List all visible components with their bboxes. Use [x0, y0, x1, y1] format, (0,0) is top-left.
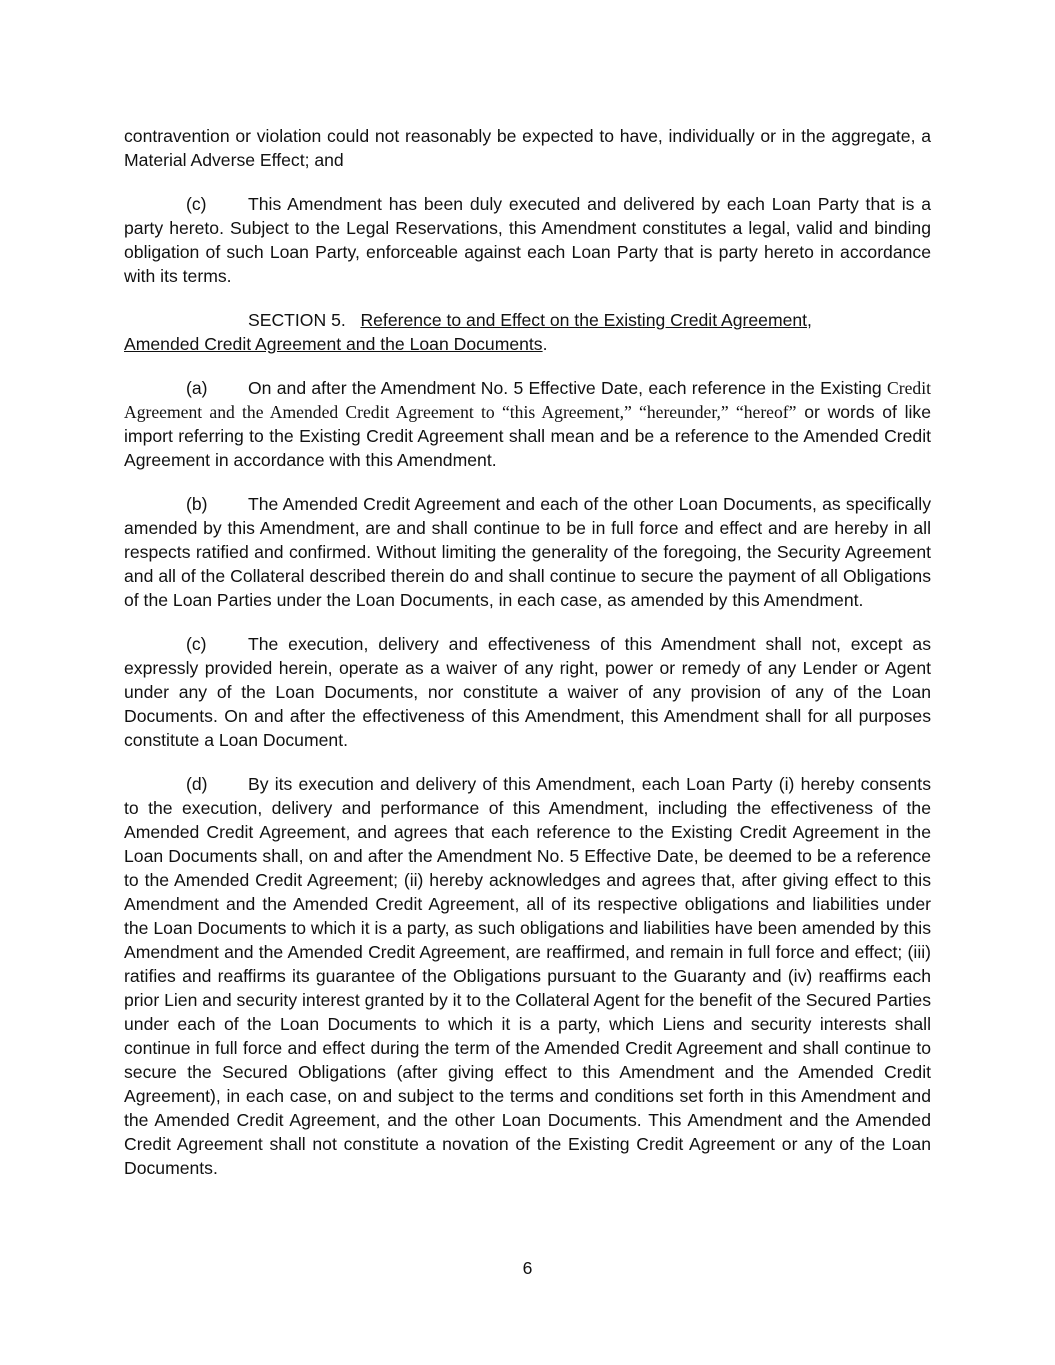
paragraph-text: This Amendment has been duly executed and delivered by each Loan Party that is a party hereto. Subject to the Legal Reservations, this Amendment constitutes a legal, valid and binding obligation of such Loan Party, enforceable against each Loan Party that is party hereto in accordance with its terms. [124, 194, 931, 286]
paragraph-text: The execution, delivery and effectiveness of this Amendment shall not, except as expressly provided herein, operate as a waiver of any right, power or remedy of any Lender or Agent under any of the Loan Documents, nor constitute a waiver of any provision of any of the Loan Documents. On and after the effectiveness of this Amendment, this Amendment shall for all purposes constitute a Loan Document. [124, 634, 931, 750]
document-page [124, 124, 931, 1200]
paragraph-label: (d) [186, 774, 208, 794]
page-number: 6 [522, 1258, 533, 1278]
paragraph-text-end: or words of like import referring to the Existing Credit Agreement shall mean and be a reference to the Amended Credit Agreement in accordance with this Amendment. [124, 402, 932, 470]
paragraph-5c [124, 632, 931, 752]
paragraph-label: (c) [186, 194, 207, 214]
paragraph-label: (a) [186, 378, 208, 398]
paragraph-5a [124, 376, 931, 472]
section-number: SECTION 5. [248, 310, 346, 330]
paragraph-label: (b) [186, 494, 208, 514]
paragraph-text-start: On and after the Amendment No. 5 Effective Date, each reference in the Existing [248, 378, 882, 398]
paragraph-label: (c) [186, 634, 207, 654]
paragraph-4c [124, 192, 931, 288]
section-title-end: . [542, 334, 548, 354]
paragraph-5b [124, 492, 931, 612]
section-title-line2: Amended Credit Agreement and the Loan Documents [124, 334, 543, 354]
paragraph-text-serif: Credit Agreement and the Amended Credit Agreement to “this Agreement,” “hereunder,” “hereof” [124, 378, 931, 422]
section-title-line1: Reference to and Effect on the Existing Credit Agreement, [360, 310, 812, 330]
paragraph-text: By its execution and delivery of this Amendment, each Loan Party (i) hereby consents to the execution, delivery and performance of this Amendment, including the effectiveness of the Amended Credit Agreement, and agrees that each reference to the Existing Credit Agreement in the Loan Documents shall, on and after the Amendment No. 5 Effective Date, be deemed to be a reference to the Amended Credit Agreement; (ii) hereby acknowledges and agrees that, after giving effect to this Amendment and the Amended Credit Agreement, all of its respective obligations and liabilities under the Loan Documents to which it is a party, as such obligations and liabilities have been amended by this Amendment and the Amended Credit Agreement, are reaffirmed, and remain in full force and effect; (iii) ratifies and reaffirms its guarantee of the Obligations pursuant to the Guaranty and (iv) reaffirms each prior Lien and security interest granted by it to the Collateral Agent for the benefit of the Secured Parties under each of the Loan Documents to which it is a party, which Liens and security interests shall continue in full force and effect during the term of the Amended Credit Agreement and shall continue to secure the Secured Obligations (after giving effect to this Amendment and the Amended Credit Agreement), in each case, on and subject to the terms and conditions set forth in this Amendment and the Amended Credit Agreement, and the other Loan Documents. This Amendment and the Amended Credit Agreement shall not constitute a novation of the Existing Credit Agreement or any of the Loan Documents. [124, 774, 931, 1178]
paragraph-text: The Amended Credit Agreement and each of the other Loan Documents, as specifically amended by this Amendment, are and shall continue to be in full force and effect and are hereby in all respects ratified and confirmed. Without limiting the generality of the foregoing, the Security Agreement and all of the Collateral described therein do and shall continue to secure the payment of all Obligations of the Loan Parties under the Loan Documents, in each case, as amended by this Amendment. [124, 494, 931, 610]
section-5-heading [124, 308, 931, 356]
paragraph-continuation: contravention or violation could not reasonably be expected to have, individually or in the aggregate, a Material Adverse Effect; and [124, 126, 931, 170]
paragraph-5d [124, 772, 931, 1180]
